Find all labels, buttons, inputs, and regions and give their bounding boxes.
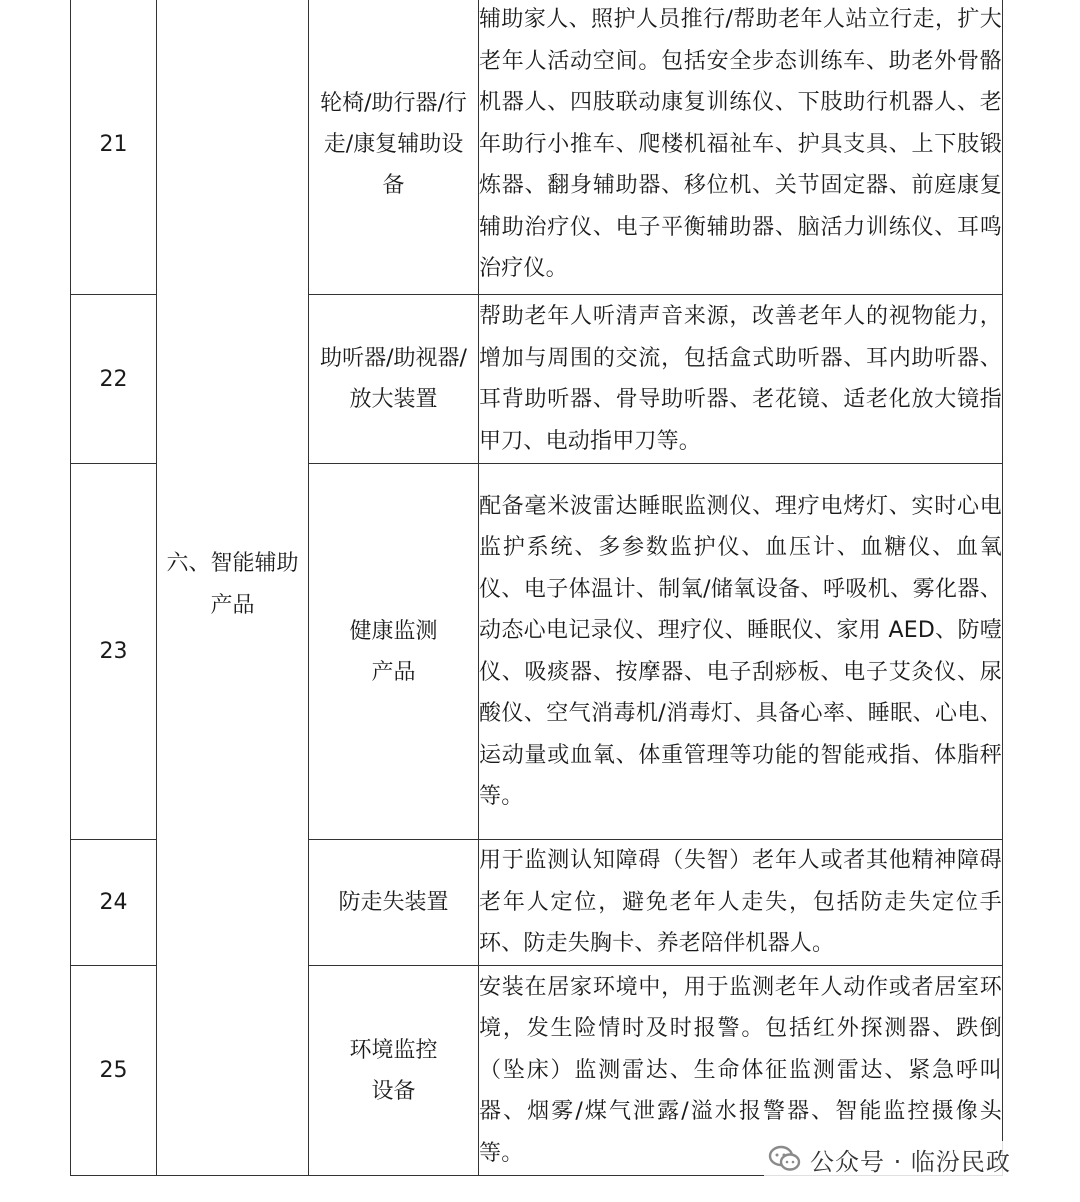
product-description: 安装在居家环境中，用于监测老年人动作或者居室环境，发生险情时及时报警。包括红外探测器、跌倒（坠床）监测雷达、生命体征监测雷达、紧急呼叫器、烟雾/煤气泄露/溢水报警器、智能监控摄像头等。 (479, 966, 1003, 1176)
wechat-official-account-icon (768, 1144, 802, 1174)
product-description: 辅助家人、照护人员推行/帮助老年人站立行走，扩大老年人活动空间。包括安全步态训练车、助老外骨骼机器人、四肢联动康复训练仪、下肢助行机器人、老年助行小推车、爬楼机福祉车、护具支具、上下肢锻炼器、翻身辅助器、移位机、关节固定器、前庭康复辅助治疗仪、电子平衡辅助器、脑活力训练仪、耳鸣治疗仪。 (479, 0, 1003, 295)
product-description: 配备毫米波雷达睡眠监测仪、理疗电烤灯、实时心电监护系统、多参数监护仪、血压计、血糖仪、血氧仪、电子体温计、制氧/储氧设备、呼吸机、雾化器、动态心电记录仪、理疗仪、睡眠仪、家用 AED、防噎仪、吸痰器、按摩器、电子刮痧板、电子艾灸仪、尿酸仪、空气消毒机/消毒灯、具备心率、睡眠、心电、运动量或血氧、体重管理等功能的智能戒指、体脂秤等。 (479, 464, 1003, 840)
row-number: 22 (71, 295, 157, 464)
product-name: 健康监测产品 (349, 618, 438, 685)
table-row (71, 0, 1003, 295)
watermark (764, 1141, 1015, 1177)
product-table (70, 0, 1003, 1176)
row-number: 24 (71, 840, 157, 966)
product-name-cell (309, 966, 479, 1176)
product-description: 帮助老年人听清声音来源，改善老年人的视物能力，增加与周围的交流，包括盒式助听器、耳内助听器、耳背助听器、骨导助听器、老花镜、适老化放大镜指甲刀、电动指甲刀等。 (479, 295, 1003, 464)
product-name: 轮椅/助行器/行走/康复辅助设备 (320, 91, 467, 198)
product-name: 防走失装置 (338, 890, 449, 915)
product-name-cell (309, 0, 479, 295)
row-number: 25 (71, 966, 157, 1176)
product-name-cell (309, 464, 479, 840)
product-name: 助听器/助视器/放大装置 (320, 346, 467, 412)
product-name: 环境监控设备 (349, 1037, 438, 1104)
category-cell (157, 0, 309, 1176)
row-number: 23 (71, 464, 157, 840)
product-description: 用于监测认知障碍（失智）老年人或者其他精神障碍老年人定位，避免老年人走失，包括防走失定位手环、防走失胸卡、养老陪伴机器人。 (479, 840, 1003, 966)
category-label: 六、智能辅助产品 (166, 551, 299, 618)
product-name-cell (309, 295, 479, 464)
product-name-cell (309, 840, 479, 966)
row-number: 21 (71, 0, 157, 295)
watermark-text: 公众号 · 临汾民政 (810, 1147, 1011, 1176)
